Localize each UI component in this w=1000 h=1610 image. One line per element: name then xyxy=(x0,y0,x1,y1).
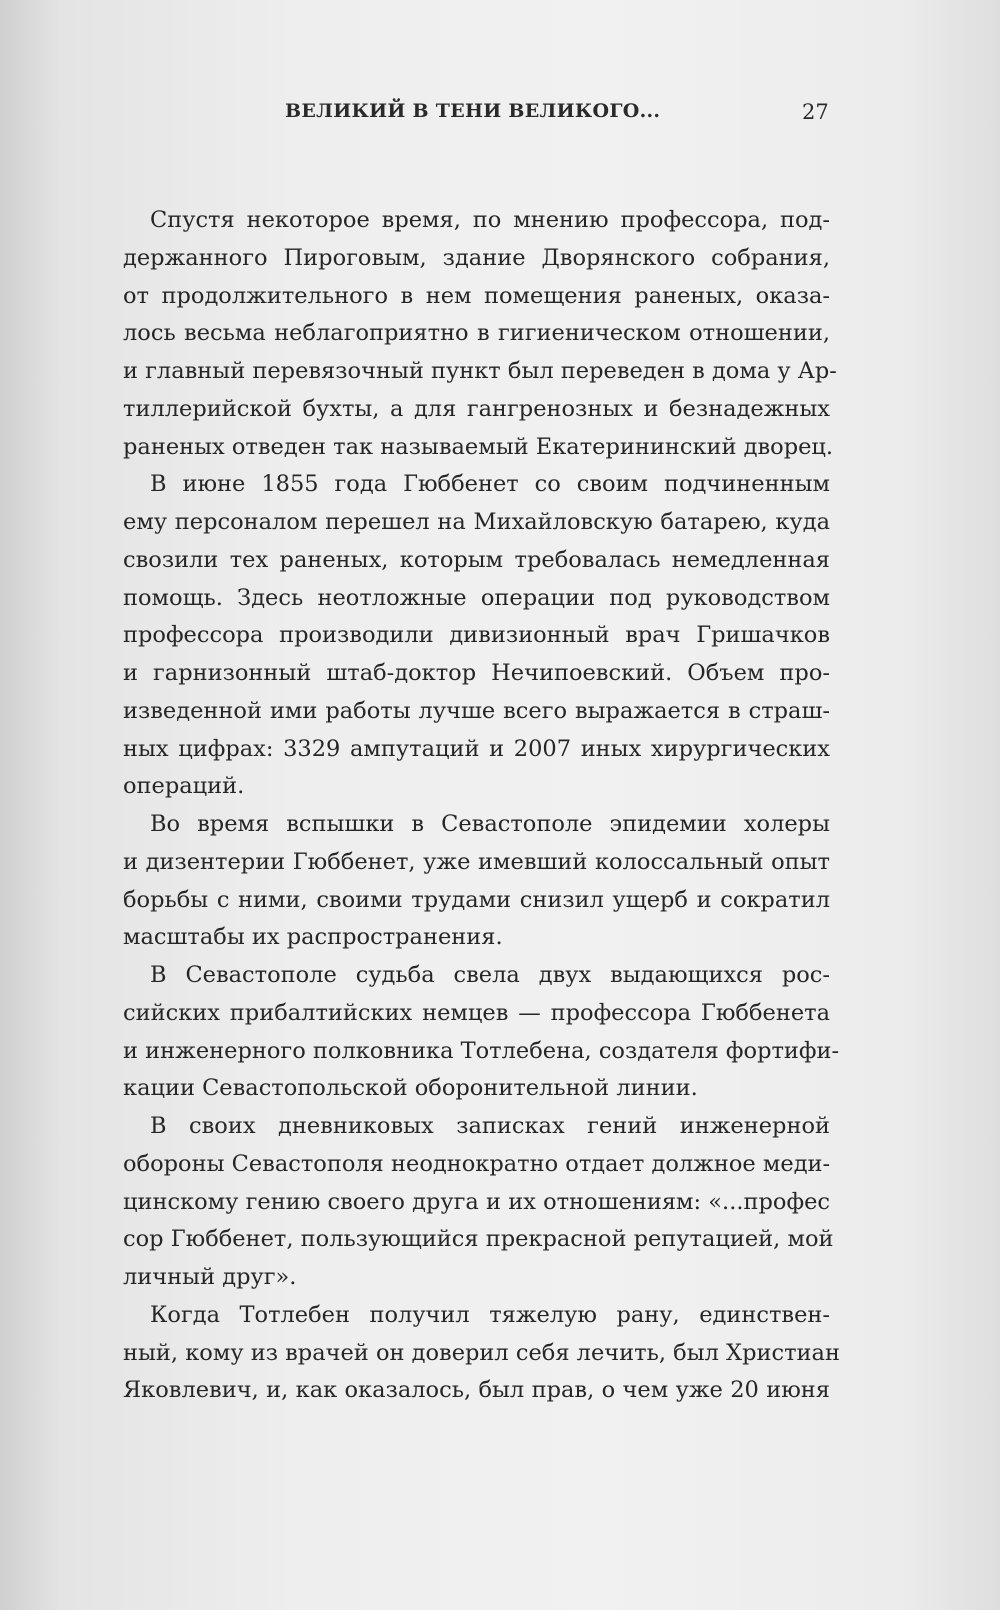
text-line: держанного Пироговым, здание Дворянского собрания, xyxy=(123,244,830,271)
text-line: свозили тех раненых, которым требовалась немедленная xyxy=(123,546,830,573)
text-line: ный, кому из врачей он доверил себя лечить, был Христиан xyxy=(123,1339,840,1366)
running-head: ВЕЛИКИЙ В ТЕНИ ВЕЛИКОГО... xyxy=(285,100,661,122)
page-number: 27 xyxy=(802,100,829,124)
text-line: В Севастополе судьба свела двух выдающихся рос- xyxy=(150,962,830,988)
text-line: и главный перевязочный пункт был переведен в дома у Ар- xyxy=(123,358,837,384)
text-line: масштабы их распространения. xyxy=(123,924,503,951)
text-line: Когда Тотлебен получил тяжелую рану, единствен- xyxy=(150,1301,830,1328)
text-line: помощь. Здесь неотложные операции под руководством xyxy=(123,584,830,611)
text-line: тиллерийской бухты, а для гангренозных и безнадежных xyxy=(123,395,830,422)
text-line: кации Севастопольской оборонительной линии. xyxy=(123,1075,698,1102)
text-line: Во время вспышки в Севастополе эпидемии холеры xyxy=(150,811,830,837)
text-line: сор Гюббенет, пользующийся прекрасной репутацией, мой xyxy=(123,1226,834,1253)
text-line: Спустя некоторое время, по мнению профессора, под- xyxy=(150,207,830,233)
text-line: и дизентерии Гюббенет, уже имевший колоссальный опыт xyxy=(123,848,830,875)
text-line: раненых отведен так называемый Екатерининский дворец. xyxy=(123,433,834,460)
text-line: и гарнизонный штаб-доктор Нечипоевский. Объем про- xyxy=(123,660,830,686)
text-line: борьбы с ними, своими трудами снизил ущерб и сократил xyxy=(123,886,830,913)
text-line: В июне 1855 года Гюббенет со своим подчиненным xyxy=(150,471,830,498)
text-line: от продолжительного в нем помещения раненых, оказа- xyxy=(123,282,830,309)
body-text xyxy=(123,202,840,1410)
text-line: ных цифрах: 3329 ампутаций и 2007 иных хирургических xyxy=(123,735,830,762)
text-line: лось весьма неблагоприятно в гигиеническом отношении, xyxy=(123,320,830,347)
text-line: сийских прибалтийских немцев — профессора Гюббенета xyxy=(123,999,830,1026)
text-line: профессора производили дивизионный врач Гришачков xyxy=(123,622,830,649)
text-line: ему персоналом перешел на Михайловскую батарею, куда xyxy=(123,509,830,535)
text-line: обороны Севастополя неоднократно отдает должное меди- xyxy=(123,1150,831,1177)
text-line: цинскому гению своего друга и их отношениям: «...профес xyxy=(123,1188,830,1215)
text-line: В своих дневниковых записках гений инженерной xyxy=(150,1113,830,1139)
text-line: и инженерного полковника Тотлебена, создателя фортифи- xyxy=(123,1037,840,1064)
text-line: Яковлевич, и, как оказалось, был прав, о чем уже 20 июня xyxy=(123,1377,830,1404)
text-line: личный друг». xyxy=(123,1264,297,1290)
text-line: изведенной ими работы лучше всего выражается в страш- xyxy=(123,697,830,724)
text-line: операций. xyxy=(123,773,245,800)
